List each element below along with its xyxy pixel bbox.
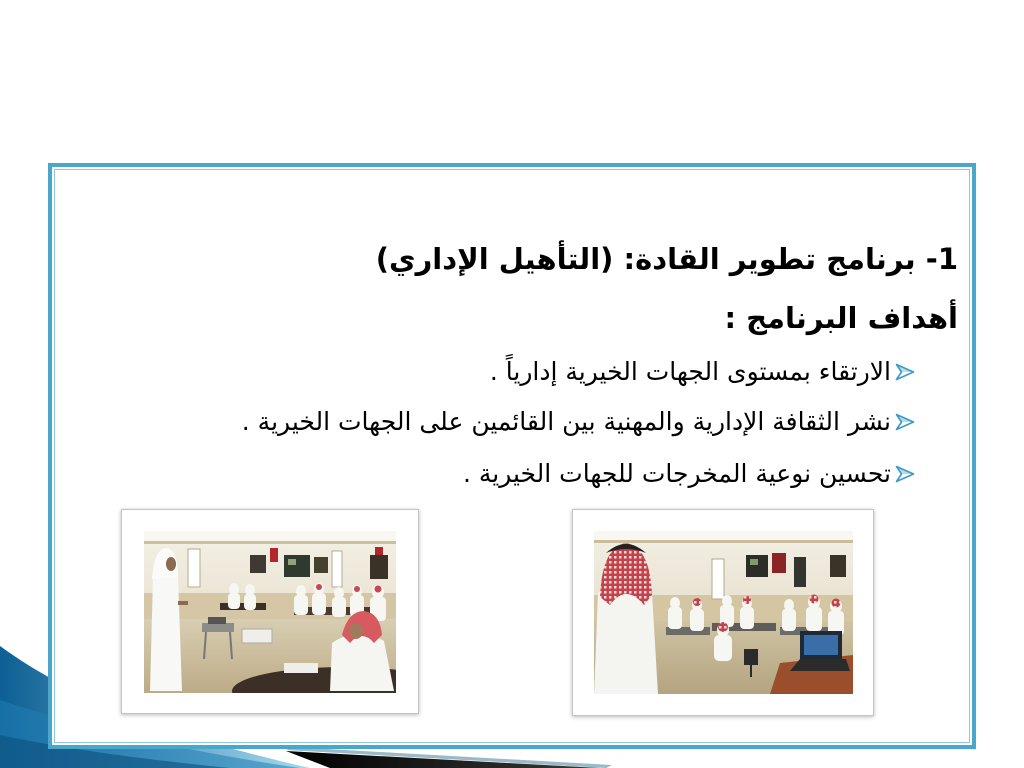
arrow-bullet-icon [895, 465, 915, 483]
objective-item [463, 456, 915, 492]
slide-title: 1- برنامج تطوير القادة: (التأهيل الإداري) [375, 242, 958, 276]
training-photo [144, 531, 396, 693]
objective-text: تحسين نوعية المخرجات للجهات الخيرية . [462, 459, 891, 488]
arrow-bullet-icon [895, 363, 915, 381]
objective-item [242, 404, 915, 440]
arrow-bullet-icon [895, 413, 915, 431]
objective-text: الارتقاء بمستوى الجهات الخيرية إدارياً . [489, 357, 891, 386]
objectives-heading: أهداف البرنامج : [724, 301, 958, 335]
photo-frame-left [121, 509, 419, 714]
objective-item [490, 354, 915, 390]
photo-frame-right [572, 509, 874, 716]
objective-text: نشر الثقافة الإدارية والمهنية بين القائمين على الجهات الخيرية . [241, 407, 891, 436]
training-photo [594, 531, 853, 694]
